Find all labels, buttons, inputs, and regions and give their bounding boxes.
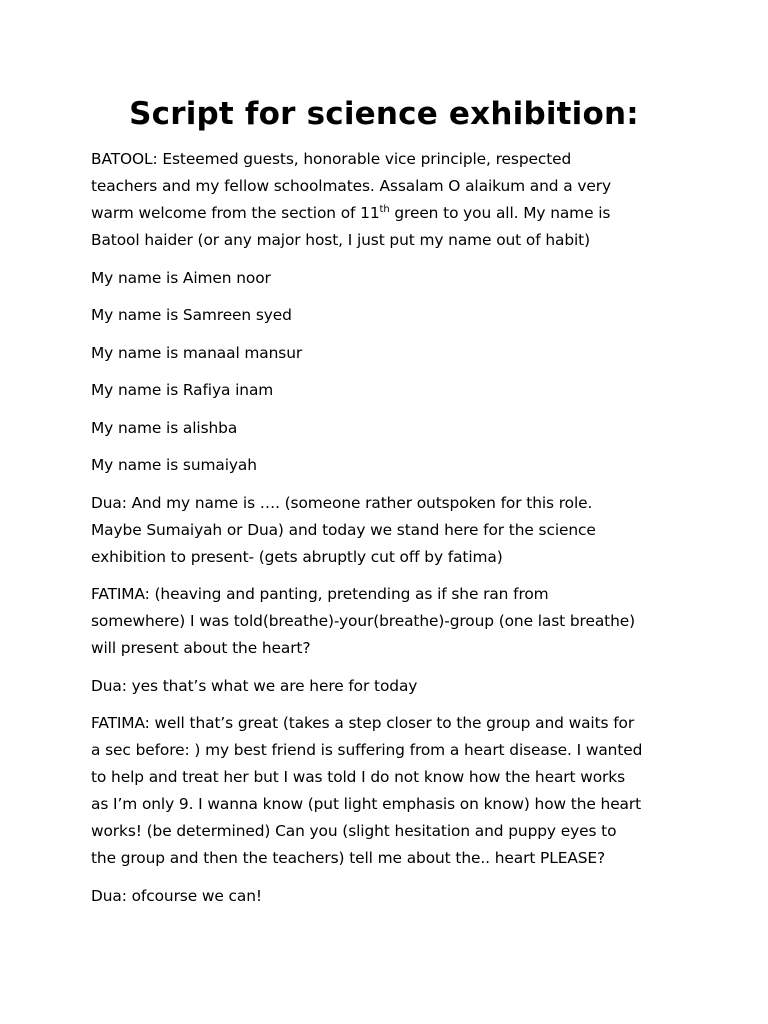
paragraph-fatima-request xyxy=(91,710,691,872)
paragraph-name-sumaiyah xyxy=(91,452,691,479)
paragraph-name-manaal xyxy=(91,340,691,367)
text-line: to help and treat her but I was told I do not know how the heart works xyxy=(91,768,625,786)
paragraph-name-samreen xyxy=(91,302,691,329)
paragraph-fatima-entrance xyxy=(91,581,691,662)
text-line: My name is Aimen noor xyxy=(91,268,271,287)
paragraph-dua-reply xyxy=(91,673,691,700)
text-line: exhibition to present- (gets abruptly cut off by fatima) xyxy=(91,547,503,566)
document-title: Script for science exhibition: xyxy=(129,96,639,132)
paragraph-dua-ofcourse xyxy=(91,883,691,910)
text-line: will present about the heart? xyxy=(91,639,311,657)
text-line: My name is Samreen syed xyxy=(91,306,292,324)
text-line: a sec before: ) my best friend is suffering from a heart disease. I wanted xyxy=(91,741,643,759)
text-line: somewhere) I was told(breathe)-your(breathe)-group (one last breathe) xyxy=(91,612,636,630)
text-line: the group and then the teachers) tell me about the.. heart PLEASE? xyxy=(91,849,606,867)
text-line: My name is manaal mansur xyxy=(91,343,303,362)
text-line: as I’m only 9. I wanna know (put light emphasis on know) how the heart xyxy=(91,795,642,813)
text-segment: warm welcome from the section of 11 xyxy=(91,204,380,222)
paragraph-name-aimen xyxy=(91,265,691,292)
text-line: My name is alishba xyxy=(91,418,238,437)
text-line: Dua: yes that’s what we are here for today xyxy=(91,676,418,695)
text-line: Maybe Sumaiyah or Dua) and today we stand here for the science xyxy=(91,520,596,539)
superscript-th: th xyxy=(379,204,390,215)
text-line: works! (be determined) Can you (slight hesitation and puppy eyes to xyxy=(91,822,617,840)
paragraph-name-alishba xyxy=(91,415,691,442)
paragraph-name-rafiya xyxy=(91,377,691,404)
text-line: My name is sumaiyah xyxy=(91,456,257,474)
text-line: Dua: ofcourse we can! xyxy=(91,886,262,905)
text-line: BATOOL: Esteemed guests, honorable vice principle, respected xyxy=(91,150,572,168)
document-body xyxy=(91,146,691,920)
text-line: Dua: And my name is …. (someone rather outspoken for this role. xyxy=(91,493,593,512)
text-line: My name is Rafiya inam xyxy=(91,381,274,399)
text-line: Batool haider (or any major host, I just put my name out of habit) xyxy=(91,231,590,249)
paragraph-batool-intro xyxy=(91,146,691,254)
text-line: FATIMA: well that’s great (takes a step closer to the group and waits for xyxy=(91,714,635,732)
text-line xyxy=(91,200,691,227)
text-segment: green to you all. My name is xyxy=(389,204,611,222)
text-line: teachers and my fellow schoolmates. Assalam O alaikum and a very xyxy=(91,177,611,195)
paragraph-dua-intro xyxy=(91,490,691,571)
text-line: FATIMA: (heaving and panting, pretending as if she ran from xyxy=(91,585,549,603)
